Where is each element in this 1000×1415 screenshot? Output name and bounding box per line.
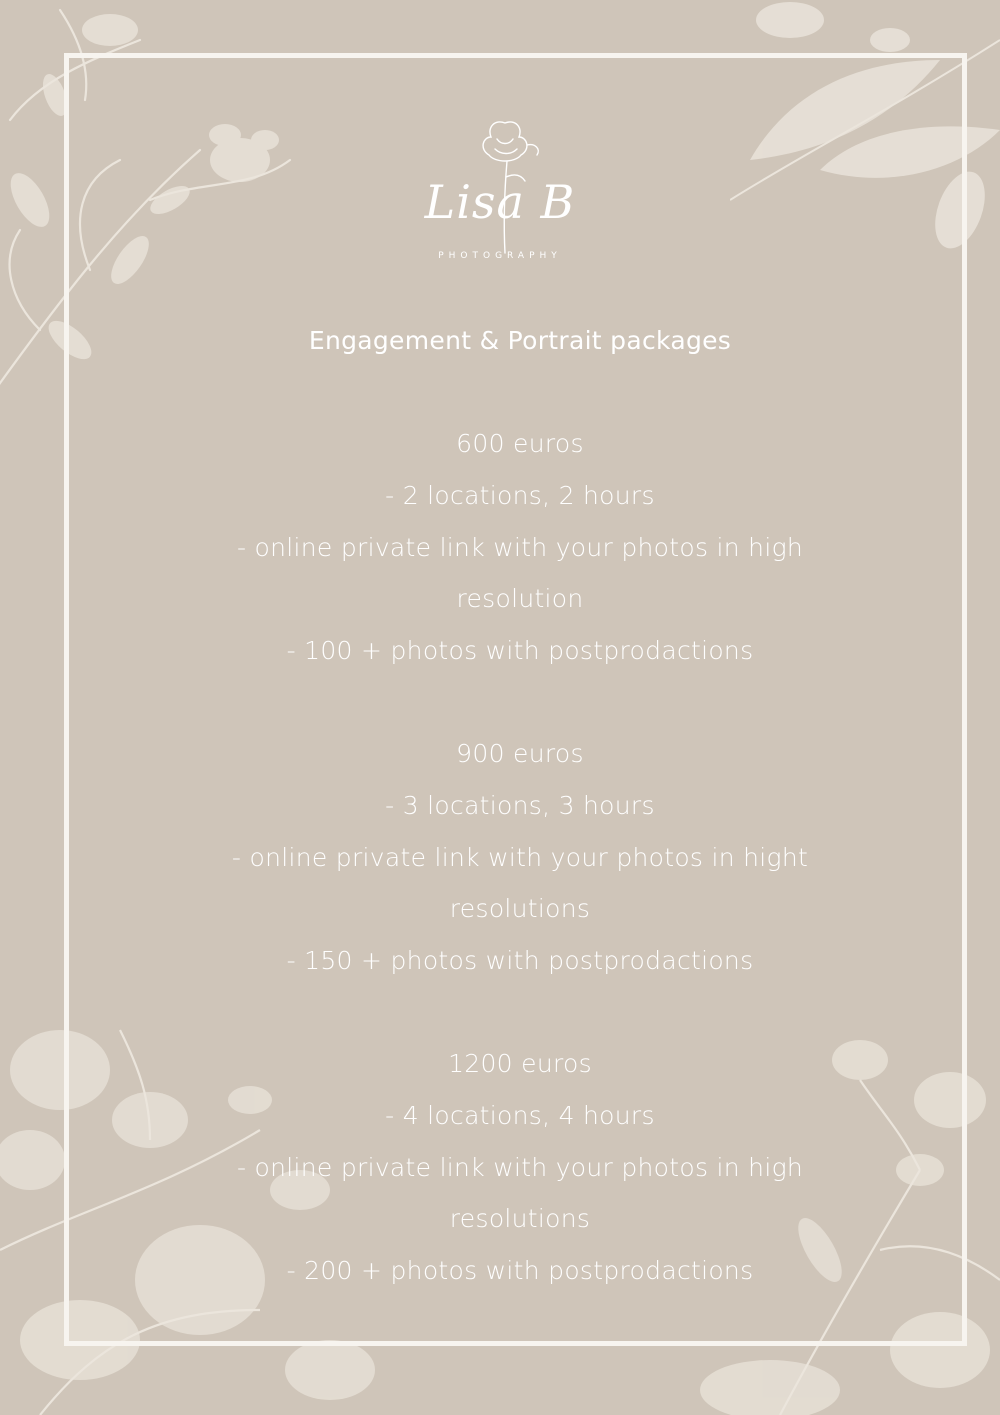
package-line: - online private link with your photos in hight (231, 842, 809, 872)
package-line: - online private link with your photos in high (236, 1152, 804, 1182)
package-line: - online private link with your photos in high (236, 532, 804, 562)
package-price: 600 euros (456, 429, 584, 458)
package-line: - 2 locations, 2 hours (385, 480, 655, 510)
package-price: 1200 euros (448, 1048, 592, 1078)
package-900 (150, 728, 890, 987)
package-line: - 150 + photos with postprodactions (286, 946, 754, 976)
package-600 (150, 418, 890, 677)
package-line: - 3 locations, 3 hours (385, 790, 655, 820)
package-line: resolutions (449, 894, 591, 924)
package-1200 (150, 1038, 890, 1297)
package-line: resolutions (449, 1204, 591, 1234)
logo-subtitle: PHOTOGRAPHY (438, 251, 562, 261)
packages-content (150, 315, 890, 1297)
package-price: 900 euros (456, 738, 584, 768)
package-line: - 4 locations, 4 hours (385, 1100, 655, 1130)
package-line: - 100 + photos with postprodactions (286, 636, 754, 666)
page-heading: Engagement & Portrait packages (308, 326, 732, 355)
package-line: resolution (456, 584, 584, 614)
lisa-b-photography-logo (395, 115, 605, 270)
package-line: - 200 + photos with postprodactions (286, 1256, 754, 1286)
logo-script-text: Lisa B (424, 175, 576, 229)
